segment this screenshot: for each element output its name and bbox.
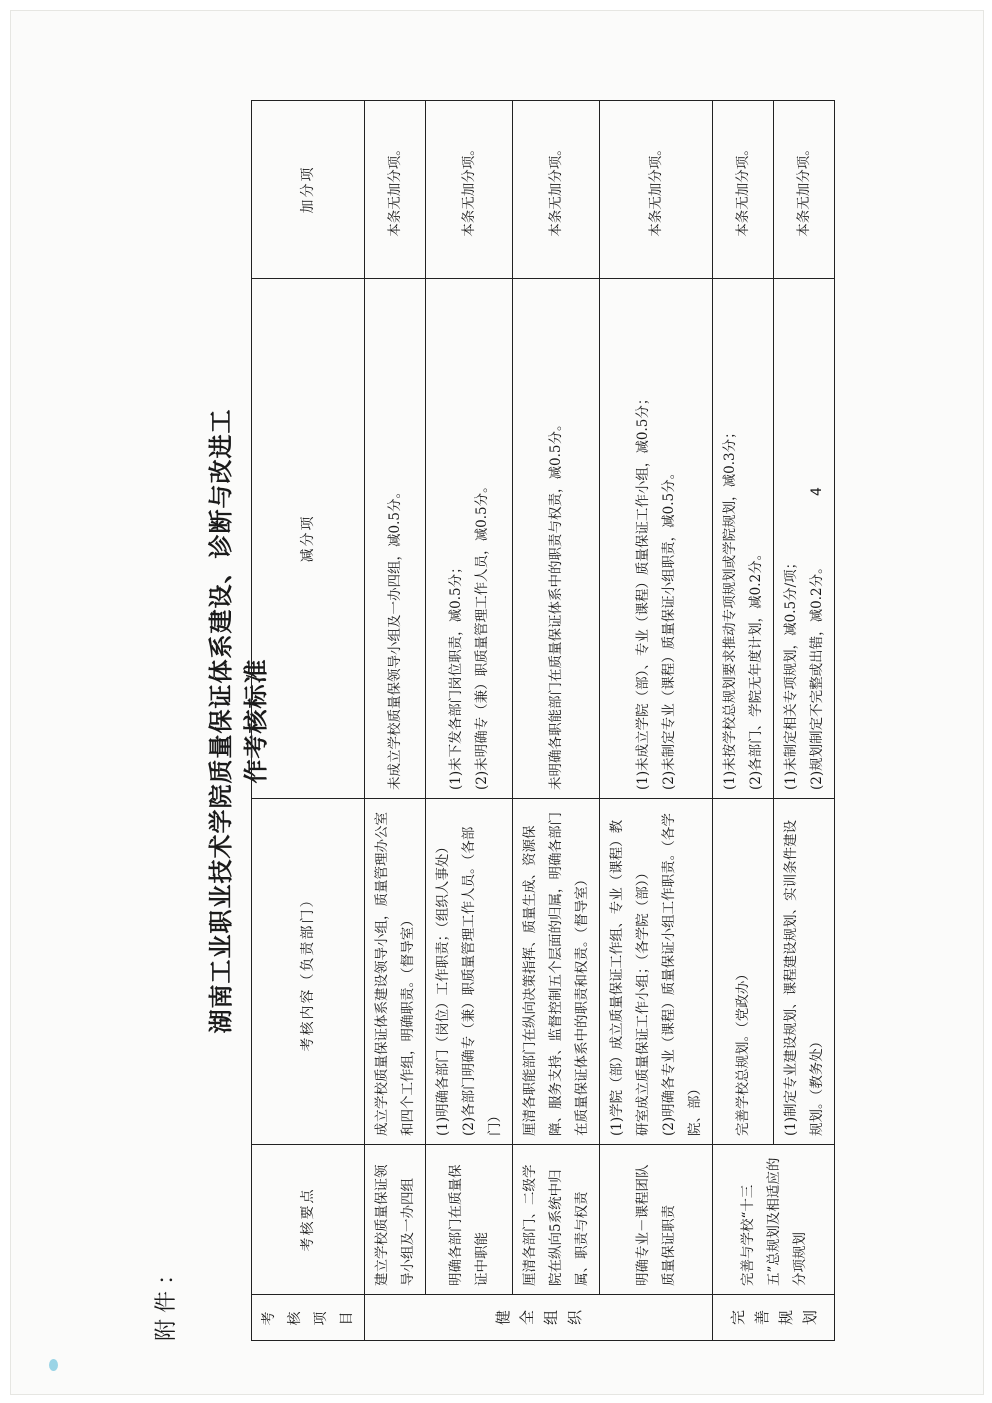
table-row (365, 101, 426, 1341)
point-cell: 建立学校质量保证领导小组及一办四组 (365, 1145, 426, 1295)
deduction-line: (2)未明确专（兼）职质量管理工作人员，减0.5分。 (474, 479, 490, 790)
header-deduction: 减分项 (252, 279, 365, 799)
bonus-cell: 本条无加分项。 (600, 101, 713, 279)
point-cell: 厘清各部门、二级学院在纵向5系统中归属、职责与权责 (513, 1145, 600, 1295)
bonus-cell: 本条无加分项。 (426, 101, 513, 279)
deduction-line: (1)未制定相关专项规划，减0.5分/项； (783, 555, 799, 790)
bonus-cell: 本条无加分项。 (774, 101, 835, 279)
bonus-cell: 本条无加分项。 (513, 101, 600, 279)
table-row (426, 101, 513, 1341)
deduction-cell (774, 279, 835, 799)
deduction-line: 未成立学校质量保领导小组及一办四组，减0.5分。 (387, 485, 403, 790)
project-cell: 完善规划 (713, 1295, 835, 1341)
header-content: 考核内容（负责部门） (252, 799, 365, 1145)
deduction-line: (2)规划制定不完整或出错，减0.2分。 (809, 560, 825, 790)
scanned-page (10, 10, 984, 1395)
deduction-line: (2)未制定专业（课程）质量保证小组职责，减0.5分。 (661, 465, 677, 790)
scan-speck (49, 1359, 58, 1371)
table-header-row (252, 101, 365, 1341)
content-line: (1)学院（部）成立质量保证工作组、专业（课程）教研室成立质量保证工作小组；（各学院（部）） (609, 819, 651, 1136)
header-point: 考核要点 (252, 1145, 365, 1295)
document-title: 湖南工业职业技术学院质量保证体系建设、诊断与改进工作考核标准 (206, 408, 270, 1034)
content-cell (365, 799, 426, 1145)
content-line: (2)各部门明确专（兼）职质量管理工作人员。（各部门） (461, 826, 503, 1136)
content-line: 厘清各职能部门在纵向决策指挥、质量生成、资源保障、服务支持、监督控制五个层面的归属，明确各部门在质量保证体系中的职责和权责。（督导室） (522, 812, 590, 1136)
content-line: (1)明确各部门（岗位）工作职责；（组织人事处） (435, 840, 451, 1136)
project-cell: 健全组织 (365, 1295, 713, 1341)
deduction-cell (713, 279, 774, 799)
deduction-line: (1)未按学校总规划要求推动专项规划或学院规划，减0.3分； (722, 425, 738, 790)
content-cell (600, 799, 713, 1145)
deduction-cell (365, 279, 426, 799)
content-line: 成立学校质量保证体系建设领导小组，质量管理办公室和四个工作组，明确职责。（督导室） (374, 812, 416, 1136)
rotated-content (141, 71, 941, 1351)
header-project: 考核项目 (252, 1295, 365, 1341)
deduction-line: (1)未下发各部门岗位职责，减0.5分； (448, 560, 464, 790)
content-cell (774, 799, 835, 1145)
table-row (713, 101, 774, 1341)
deduction-line: 未明确各职能部门在质量保证体系中的职责与权责，减0.5分。 (548, 417, 564, 790)
bonus-cell: 本条无加分项。 (713, 101, 774, 279)
content-cell (713, 799, 774, 1145)
point-cell: 明确专业－课程团队质量保证职责 (600, 1145, 713, 1295)
attachment-label: 附件： (154, 1256, 179, 1341)
content-cell (513, 799, 600, 1145)
table-row (513, 101, 600, 1341)
content-line: (2)明确各专业（课程）质量保证小组工作职责。（各学院、部） (661, 813, 703, 1136)
content-cell (426, 799, 513, 1145)
deduction-line: (1)未成立学院（部）、专业（课程）质量保证工作小组，减0.5分； (635, 391, 651, 790)
deduction-cell (426, 279, 513, 799)
content-line: 完善学校总规划。（党政办） (735, 967, 751, 1136)
table-row (600, 101, 713, 1341)
point-cell: 完善与学校“十三五”总规划及相适应的分项规划 (713, 1145, 835, 1295)
page-number: 4 (809, 487, 825, 496)
content-line: (1)制定专业建设规划、课程建设规划、实训条件建设规划。（教务处） (783, 819, 825, 1136)
deduction-cell (600, 279, 713, 799)
bonus-cell: 本条无加分项。 (365, 101, 426, 279)
deduction-line: (2)各部门、学院无年度计划，减0.2分。 (748, 546, 764, 790)
assessment-table (251, 100, 835, 1341)
header-bonus: 加分项 (252, 101, 365, 279)
point-cell: 明确各部门在质量保证中职能 (426, 1145, 513, 1295)
deduction-cell (513, 279, 600, 799)
